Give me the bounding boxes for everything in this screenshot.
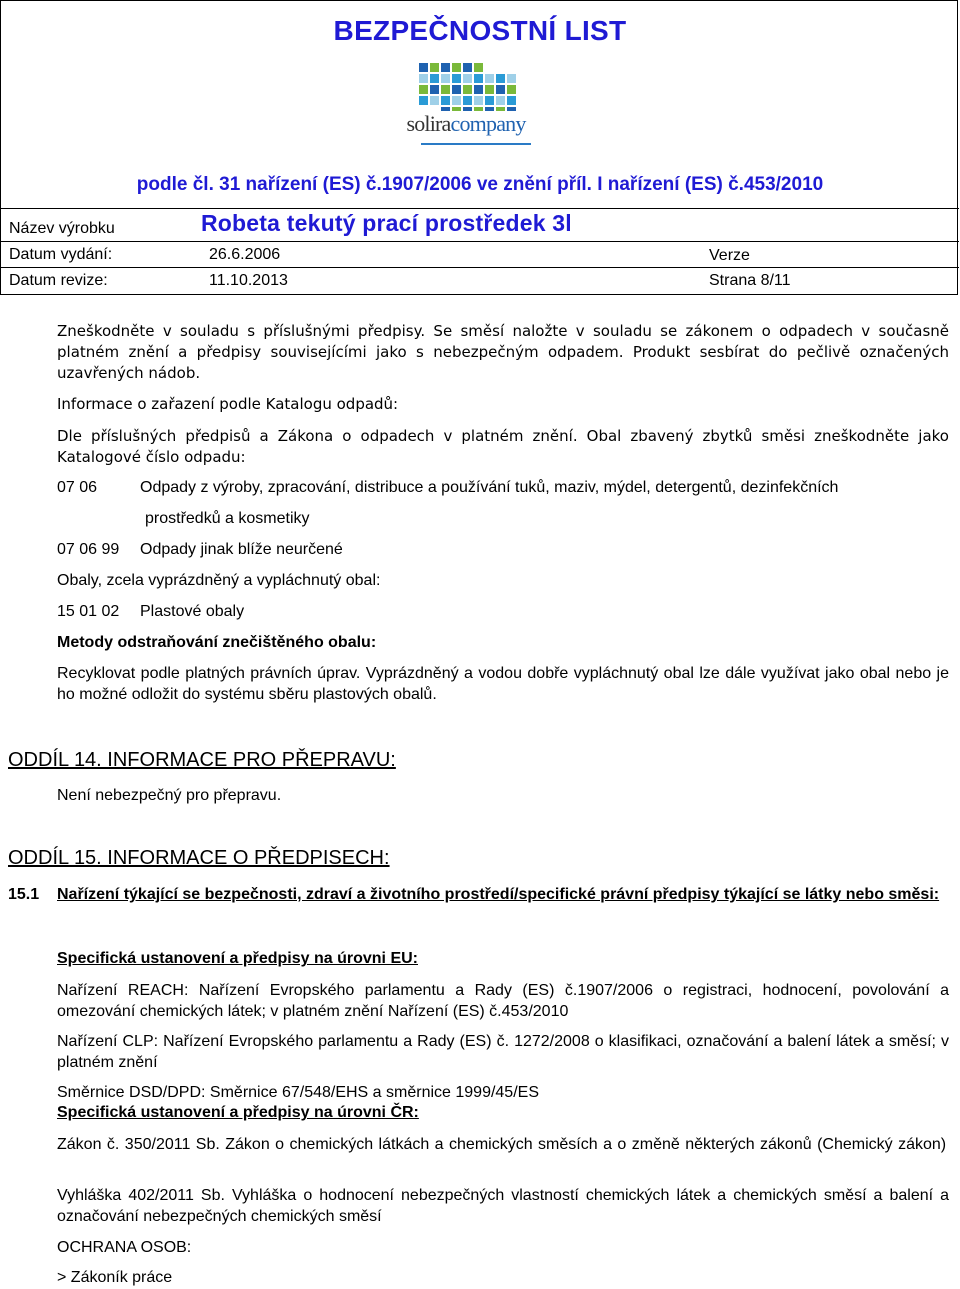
document-header: [0, 0, 958, 295]
transport-text: Není nebezpečný pro přepravu.: [57, 787, 282, 804]
waste-code-description: Odpady jinak blíže neurčené: [140, 541, 343, 558]
logo-square: [507, 74, 516, 83]
packaging-code-description: Plastové obaly: [140, 603, 245, 620]
revision-date-label: Datum revize:: [9, 272, 108, 289]
logo-square: [441, 96, 450, 105]
logo-suffix: company: [450, 111, 526, 136]
revision-date: 11.10.2013: [209, 272, 288, 289]
section-14-heading: ODDÍL 14. INFORMACE PRO PŘEPRAVU:: [8, 749, 396, 771]
methods-heading: Metody odstraňování znečištěného obalu:: [57, 634, 377, 651]
logo-square: [419, 63, 428, 72]
logo-square: [430, 96, 439, 105]
logo-name: solira: [406, 111, 451, 136]
product-name: Robeta tekutý prací prostředek 3l: [201, 210, 572, 236]
logo-square: [496, 74, 505, 83]
page-number: Strana 8/11: [709, 272, 791, 289]
cz-regulation-item: Vyhláška 402/2011 Sb. Vyhláška o hodnocení nebezpečných vlastností chemických látek a chemických směsí a balení a označování nebezpečných chemických směsí: [57, 1187, 949, 1225]
company-logo: [401, 61, 531, 157]
document-title: BEZPEČNOSTNÍ LIST: [333, 15, 627, 46]
logo-square: [463, 96, 472, 105]
waste-code-description: Odpady z výroby, zpracování, distribuce a používání tuků, maziv, mýdel, detergentů, dezinfekčních: [140, 479, 839, 496]
logo-square: [507, 96, 516, 105]
issue-date: 26.6.2006: [209, 246, 281, 263]
catalogue-heading: Informace o zařazení podle Katalogu odpadů:: [57, 395, 399, 413]
logo-square: [419, 96, 428, 105]
waste-code: 07 06: [57, 479, 98, 496]
eu-regulation-item: Nařízení REACH: Nařízení Evropského parlamentu a Rady (ES) č.1907/2006 o registraci, hodnocení, povolování a omezování chemických látek; v platném znění Nařízení (ES) č.453/2010: [57, 982, 949, 1020]
cz-regulations-heading: Specifická ustanovení a předpisy na úrovni ČR:: [57, 1104, 419, 1121]
logo-square: [485, 96, 494, 105]
catalogue-text: Dle příslušných předpisů a Zákona o odpadech v platném znění. Obal zbavený zbytků směsi zneškodněte jako Katalogové číslo odpadu:: [57, 427, 949, 466]
waste-code-description-continuation: prostředků a kosmetiky: [145, 510, 310, 527]
cz-regulation-item: Zákon č. 350/2011 Sb. Zákon o chemických látkách a chemických směsích a o změně některých zákonů (Chemický zákon): [57, 1136, 947, 1153]
logo-square: [485, 74, 494, 83]
logo-underline: [421, 143, 531, 155]
logo-square: [430, 74, 439, 83]
logo-square: [452, 96, 461, 105]
personal-protection-heading: OCHRANA OSOB:: [57, 1239, 192, 1256]
methods-paragraph: Recyklovat podle platných právních úprav. Vyprázdněný a vodou dobře vypláchnutý obal lze dále využívat jako obal nebo je ho možné odložit do systému sběru plastových obalů.: [57, 665, 949, 703]
logo-square: [496, 96, 505, 105]
logo-square: [496, 85, 505, 94]
logo-square: [507, 85, 516, 94]
waste-code: 07 06 99: [57, 541, 120, 558]
issue-date-label: Datum vydání:: [9, 246, 113, 263]
logo-square: [452, 63, 461, 72]
logo-square: [474, 74, 483, 83]
logo-square: [474, 85, 483, 94]
section-15-heading: ODDÍL 15. INFORMACE O PŘEDPISECH:: [8, 847, 390, 869]
packaging-code: 15 01 02: [57, 603, 120, 620]
logo-square: [463, 85, 472, 94]
version-label: Verze: [709, 247, 750, 264]
logo-square: [430, 63, 439, 72]
eu-regulation-item: Nařízení CLP: Nařízení Evropského parlamentu a Rady (ES) č. 1272/2008 o klasifikaci, označování a balení látek a směsí; v platném znění: [57, 1033, 949, 1071]
logo-square: [441, 63, 450, 72]
logo-square: [419, 74, 428, 83]
logo-square: [474, 63, 483, 72]
header-divider: [1, 267, 959, 268]
logo-square: [452, 85, 461, 94]
logo-wordmark: [401, 111, 531, 137]
subsection-number: 15.1: [8, 886, 40, 903]
product-label: Název výrobku: [9, 220, 115, 237]
logo-square: [441, 74, 450, 83]
regulation-line: podle čl. 31 nařízení (ES) č.1907/2006 ve znění příl. I nařízení (ES) č.453/2010: [136, 174, 824, 195]
catalogue-paragraph: [57, 426, 949, 468]
logo-square: [463, 63, 472, 72]
header-divider: [1, 241, 959, 242]
subsection-title: Nařízení týkající se bezpečnosti, zdraví a životního prostředí/specifické právní předpisy týkající se látky nebo směsi:: [57, 886, 940, 903]
packaging-label: Obaly, zcela vyprázdněný a vypláchnutý obal:: [57, 572, 381, 589]
logo-square: [441, 85, 450, 94]
logo-square: [419, 85, 428, 94]
eu-regulation-item: Směrnice DSD/DPD: Směrnice 67/548/EHS a směrnice 1999/45/ES: [57, 1084, 539, 1101]
logo-square: [485, 85, 494, 94]
logo-square: [463, 74, 472, 83]
personal-protection-item: > Zákoník práce: [57, 1269, 173, 1286]
logo-square: [474, 96, 483, 105]
logo-square: [430, 85, 439, 94]
logo-squares-graphic: [401, 61, 531, 111]
disposal-intro-paragraph: Zneškodněte v souladu s příslušnými předpisy. Se směsí naložte v souladu se zákonem o odpadech v současně platném znění a předpisy souvisejícími jako s nebezpečným odpadem. Produkt sesbírat do pečlivě označených uzavřených nádob.: [57, 322, 949, 382]
header-divider: [1, 208, 959, 209]
logo-square: [452, 74, 461, 83]
eu-regulations-heading: Specifická ustanovení a předpisy na úrovni EU:: [57, 950, 418, 967]
